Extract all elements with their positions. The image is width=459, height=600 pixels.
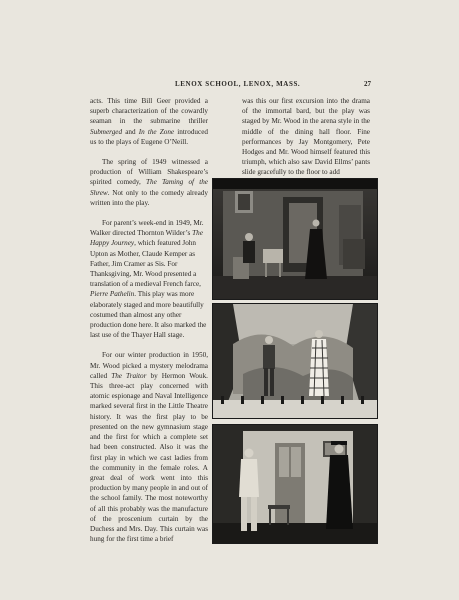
page-header bbox=[0, 80, 459, 92]
page-number: 27 bbox=[364, 80, 371, 88]
paragraph: was this our first excursion into the drama of the immortal bard, but the play was staged by Mr. Wood in the arena style in the middle of the dining hall floor. Fine performances by Jay Montgomery, Pete Hodges and Mr. Wood himself featured this triumph, which also saw David Ellms’ pants slide gracefully to the floor to add bbox=[242, 97, 370, 177]
left-text-column bbox=[90, 96, 208, 554]
right-text-column bbox=[242, 96, 370, 178]
paragraph: The spring of 1949 witnessed a production of William Shakespeare’s spirited comedy, The Taming of the Shrew. Not only to the comedy already written into the play. bbox=[90, 158, 208, 207]
paragraph: acts. This time Bill Geer provided a superb characterization of the cowardly seaman in the submarine thriller Submerged and In the Zone introduced us to the plays of Eugene O’Neill. bbox=[90, 97, 208, 146]
stage-photo-3 bbox=[212, 424, 378, 544]
paragraph: For our winter production in 1950, Mr. Wood picked a mystery melodrama called The Traitor by Hermon Wouk. This three-act play concerned with atomic espionage and Naval Intelligence marked several first in the Little Theatre history. It was the first play to be presented on the new gymnasium stage and the first for which a complete set had been constructed. Also it was the first play in which we cast ladies from the community in the female roles. A great deal of work went into this production by many people in and out of the school family. The most noteworthy of all this probably was the manufacture of the proscenium curtain by the Duchess and Mrs. Day. This curtain was hung for the first time a brief bbox=[90, 351, 208, 544]
stage-photo-2 bbox=[212, 303, 378, 419]
stage-photo-1 bbox=[212, 178, 378, 300]
paragraph: For parent’s week-end in 1949, Mr. Walker directed Thornton Wilder’s The Happy Journey, which featured John Upton as Mother, Claude Kemper as Father, Jim Cramer as Sis. For Thanksgiving, Mr. Wood presented a translation of a medieval French farce, Pierre Pathelin. This play was more elaborately staged and more beautifully costumed than almost any other production done here. It also marked the last use of the Thayer Hall stage. bbox=[90, 219, 207, 340]
running-head: LENOX SCHOOL, LENOX, MASS. bbox=[175, 80, 301, 88]
